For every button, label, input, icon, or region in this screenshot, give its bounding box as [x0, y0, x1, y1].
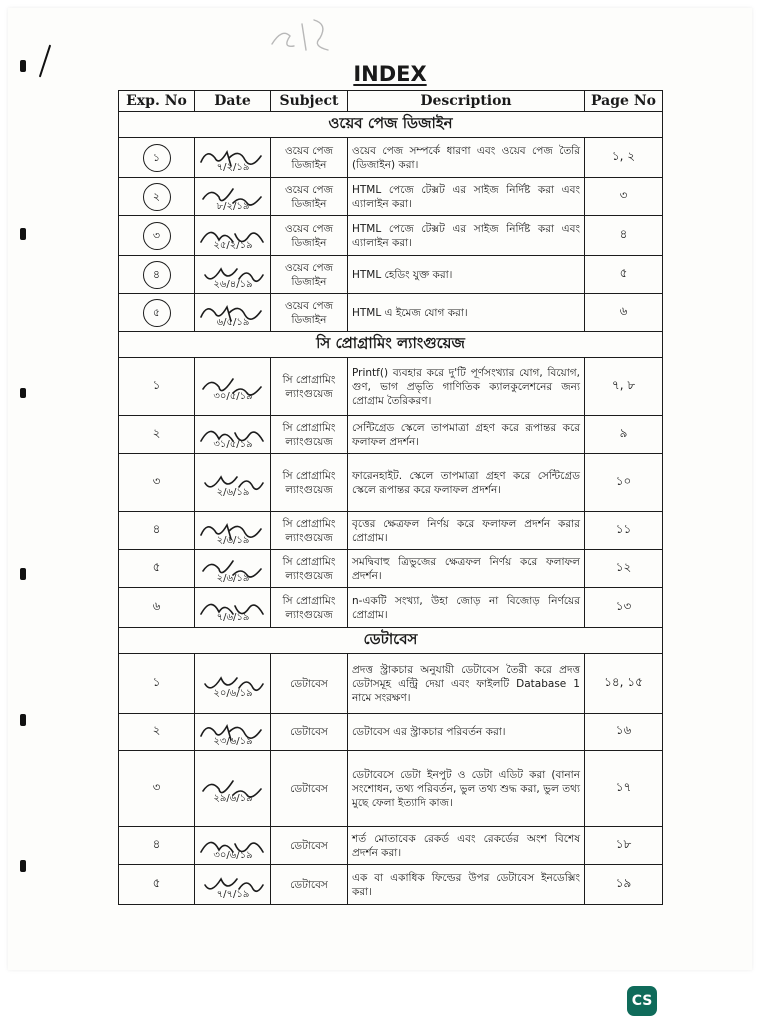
exp-no: ১: [152, 674, 161, 689]
handwritten-date: [195, 257, 271, 293]
description-cell: এক বা একাধিক ফিল্ডের উপর ডেটাবেস ইনডেক্সিং করা।: [348, 865, 585, 905]
date-text: ২৩/৬/১৯: [213, 736, 253, 747]
date-cell: [195, 294, 271, 332]
description-cell: Printf() ব্যবহার করে দু'টি পূর্ণসংখ্যার যোগ, বিয়োগ, গুণ, ভাগ প্রভৃতি গাণিতিক ক্যালকুলেশনের জন্য প্রোগ্রাম তৈরিকরণ।: [348, 358, 585, 416]
header-description: Description: [348, 91, 585, 112]
pen-stroke: [39, 45, 51, 78]
description-cell: HTML পেজে টেক্সট এর সাইজ নির্দিষ্ট করা এবং এ্যালাইন করা।: [348, 216, 585, 256]
subject-cell: সি প্রোগ্রামিং ল্যাংগুয়েজ: [271, 588, 348, 628]
margin-mark: [20, 568, 26, 580]
date-cell: [195, 865, 271, 905]
handwritten-date: [195, 828, 271, 864]
date-text: ৩০/৫/১৯: [213, 390, 253, 402]
subject-cell: সি প্রোগ্রামিং ল্যাংগুয়েজ: [271, 358, 348, 416]
date-cell: [195, 714, 271, 751]
date-cell: [195, 512, 271, 550]
date-text: ৩০/৬/১৯: [213, 849, 253, 861]
description-cell: ডেটাবেসে ডেটা ইনপুট ও ডেটা এডিট করা (বানান সংশোধন, তথ্য পরিবর্তন, ভুল তথ্য শুদ্ধ করা, ভুল তথ্য মুছে ফেলা ইত্যাদি কাজ।: [348, 751, 585, 827]
exp-no-cell: [119, 714, 195, 751]
exp-no-cell: [119, 654, 195, 714]
handwritten-date: [195, 551, 271, 587]
table-body: [119, 112, 663, 905]
section-header-row: [119, 332, 663, 358]
subject-cell: সি প্রোগ্রামিং ল্যাংগুয়েজ: [271, 550, 348, 588]
page-no-cell: ৪: [585, 216, 663, 256]
description-cell: বৃত্তের ক্ষেত্রফল নির্ণয় করে ফলাফল প্রদর্শন করার প্রোগ্রাম।: [348, 512, 585, 550]
date-cell: [195, 654, 271, 714]
pencil-scribble: [262, 10, 352, 56]
exp-no-cell: [119, 512, 195, 550]
exp-no-cell: [119, 550, 195, 588]
description-cell: ফারেনহাইট. স্কেলে তাপমাত্রা গ্রহণ করে সেন্টিগ্রেড স্কেলে রূপান্তর করে ফলাফল প্রদর্শন।: [348, 454, 585, 512]
handwritten-date: [195, 417, 271, 453]
exp-no: ২: [152, 425, 161, 440]
page-no-cell: ১৭: [585, 751, 663, 827]
description-cell: ডেটাবেস এর স্ট্রাকচার পরিবর্তন করা।: [348, 714, 585, 751]
exp-no: ১: [152, 377, 161, 392]
table-row: [119, 550, 663, 588]
margin-mark: [20, 60, 26, 72]
table-row: [119, 216, 663, 256]
handwritten-date: [195, 218, 271, 254]
margin-mark: [20, 228, 26, 240]
date-text: ২/৬/১৯: [216, 486, 250, 498]
subject-cell: ডেটাবেস: [271, 654, 348, 714]
handwritten-date: [195, 771, 271, 807]
index-table: [118, 90, 663, 905]
date-cell: [195, 827, 271, 865]
header-exp-no: Exp. No: [119, 91, 195, 112]
exp-no: ৫: [152, 875, 161, 890]
table-row: [119, 751, 663, 827]
table-header-row: [119, 91, 663, 112]
exp-no-cell: [119, 358, 195, 416]
page-no-cell: ৯: [585, 416, 663, 454]
handwritten-date: [195, 590, 271, 626]
date-text: ৩১/৫/১৯: [213, 438, 253, 450]
subject-cell: ওয়েব পেজ ডিজাইন: [271, 178, 348, 216]
date-text: ৭/২/১৯: [216, 161, 250, 173]
handwritten-date: [195, 714, 271, 750]
section-header-row: [119, 112, 663, 138]
margin-mark: [20, 714, 26, 726]
page-title: INDEX: [353, 62, 427, 86]
table-row: [119, 512, 663, 550]
date-cell: [195, 588, 271, 628]
header-subject: Subject: [271, 91, 348, 112]
table-row: [119, 588, 663, 628]
handwritten-date: [195, 295, 271, 331]
handwritten-date: [195, 513, 271, 549]
exp-no: ২: [143, 183, 171, 211]
exp-no: ৫: [152, 559, 161, 574]
date-text: ৬/৫/১৯: [216, 316, 250, 328]
description-cell: ওয়েব পেজ সম্পর্কে ধারণা এবং ওয়েব পেজ তৈরি (ডিজাইন) করা।: [348, 138, 585, 178]
subject-cell: ওয়েব পেজ ডিজাইন: [271, 216, 348, 256]
table-row: [119, 654, 663, 714]
date-cell: [195, 416, 271, 454]
table-row: [119, 827, 663, 865]
subject-cell: ওয়েব পেজ ডিজাইন: [271, 294, 348, 332]
camscanner-badge: CS: [627, 986, 657, 1016]
handwritten-date: [195, 666, 271, 702]
margin-mark: [20, 388, 26, 398]
table-row: [119, 294, 663, 332]
margin-mark: [20, 860, 26, 872]
exp-no: ৪: [152, 521, 161, 536]
handwritten-date: [195, 140, 271, 176]
page-no-cell: ১২: [585, 550, 663, 588]
handwritten-date: [195, 369, 271, 405]
description-cell: HTML এ ইমেজ যোগ করা।: [348, 294, 585, 332]
exp-no: ৩: [143, 222, 171, 250]
exp-no-cell: [119, 256, 195, 294]
page-no-cell: ৩: [585, 178, 663, 216]
table-row: [119, 178, 663, 216]
description-cell: সেন্টিগ্রেড স্কেলে তাপমাত্রা গ্রহণ করে রূপান্তর করে ফলাফল প্রদর্শন।: [348, 416, 585, 454]
date-text: ২৬/৪/১৯: [213, 278, 253, 290]
page-no-cell: ৬: [585, 294, 663, 332]
page-no-cell: ১, ২: [585, 138, 663, 178]
page-no-cell: ৭, ৮: [585, 358, 663, 416]
exp-no: ৪: [152, 836, 161, 851]
section-title: ডেটাবেস: [119, 628, 663, 654]
page-no-cell: ১৬: [585, 714, 663, 751]
date-cell: [195, 550, 271, 588]
section-header-row: [119, 628, 663, 654]
page-no-cell: ৫: [585, 256, 663, 294]
description-cell: HTML হেডিং যুক্ত করা।: [348, 256, 585, 294]
date-text: ৭/৬/১৯: [216, 611, 250, 623]
description-cell: n-একটি সংখ্যা, উহা জোড় না বিজোড় নির্ণয়ের প্রোগ্রাম।: [348, 588, 585, 628]
page-no-cell: ১৯: [585, 865, 663, 905]
exp-no: ৩: [152, 473, 161, 488]
exp-no: ২: [152, 723, 161, 737]
exp-no-cell: [119, 416, 195, 454]
exp-no: ৩: [152, 779, 161, 794]
table-row: [119, 256, 663, 294]
date-cell: [195, 138, 271, 178]
exp-no-cell: [119, 588, 195, 628]
exp-no-cell: [119, 827, 195, 865]
date-cell: [195, 178, 271, 216]
date-text: ২০/৬/১৯: [213, 687, 253, 699]
page-no-cell: ১০: [585, 454, 663, 512]
page-no-cell: ১৩: [585, 588, 663, 628]
header-date: Date: [195, 91, 271, 112]
subject-cell: সি প্রোগ্রামিং ল্যাংগুয়েজ: [271, 416, 348, 454]
subject-cell: সি প্রোগ্রামিং ল্যাংগুয়েজ: [271, 512, 348, 550]
table-row: [119, 865, 663, 905]
table-row: [119, 714, 663, 751]
exp-no-cell: [119, 178, 195, 216]
exp-no-cell: [119, 294, 195, 332]
section-title: ওয়েব পেজ ডিজাইন: [119, 112, 663, 138]
date-cell: [195, 216, 271, 256]
exp-no-cell: [119, 138, 195, 178]
subject-cell: ওয়েব পেজ ডিজাইন: [271, 256, 348, 294]
section-title: সি প্রোগ্রামিং ল্যাংগুয়েজ: [119, 332, 663, 358]
page-no-cell: ১১: [585, 512, 663, 550]
subject-cell: ডেটাবেস: [271, 865, 348, 905]
exp-no-cell: [119, 216, 195, 256]
exp-no-cell: [119, 865, 195, 905]
date-text: ২৯/৬/১৯: [213, 792, 253, 804]
table-row: [119, 454, 663, 512]
subject-cell: ওয়েব পেজ ডিজাইন: [271, 138, 348, 178]
description-cell: শর্ত মোতাবেক রেকর্ড এবং রেকর্ডের অংশ বিশেষ প্রদর্শন করা।: [348, 827, 585, 865]
handwritten-date: [195, 179, 271, 215]
subject-cell: সি প্রোগ্রামিং ল্যাংগুয়েজ: [271, 454, 348, 512]
date-cell: [195, 256, 271, 294]
date-cell: [195, 751, 271, 827]
header-page-no: Page No: [585, 91, 663, 112]
description-cell: প্রদত্ত স্ট্রাকচার অনুযায়ী ডেটাবেস তৈরী করে প্রদত্ত ডেটাসমূহ এন্ট্রি দেয়া এবং ফাইলটি Database 1 নামে সংরক্ষণ।: [348, 654, 585, 714]
exp-no-cell: [119, 751, 195, 827]
subject-cell: ডেটাবেস: [271, 714, 348, 751]
date-cell: [195, 358, 271, 416]
exp-no: ৫: [143, 299, 171, 327]
exp-no: ১: [143, 144, 171, 172]
date-text: ৭/৭/১৯: [216, 888, 250, 900]
date-text: ২/৬/১৯: [216, 534, 250, 546]
description-cell: HTML পেজে টেক্সট এর সাইজ নির্দিষ্ট করা এবং এ্যালাইন করা।: [348, 178, 585, 216]
subject-cell: ডেটাবেস: [271, 751, 348, 827]
date-text: ২৫/২/১৯: [213, 239, 253, 251]
exp-no: ৬: [152, 598, 161, 613]
table-row: [119, 358, 663, 416]
handwritten-date: [195, 867, 271, 903]
table-row: [119, 416, 663, 454]
page-no-cell: ১৪, ১৫: [585, 654, 663, 714]
description-cell: সমদ্বিবাহু ত্রিভুজের ক্ষেত্রফল নির্ণয় করে ফলাফল প্রদর্শন।: [348, 550, 585, 588]
exp-no-cell: [119, 454, 195, 512]
exp-no: ৪: [143, 261, 171, 289]
date-cell: [195, 454, 271, 512]
date-text: ৮/২/১৯: [216, 200, 250, 212]
subject-cell: ডেটাবেস: [271, 827, 348, 865]
page-no-cell: ১৮: [585, 827, 663, 865]
table-row: [119, 138, 663, 178]
date-text: ২/৬/১৯: [216, 572, 250, 584]
handwritten-date: [195, 465, 271, 501]
